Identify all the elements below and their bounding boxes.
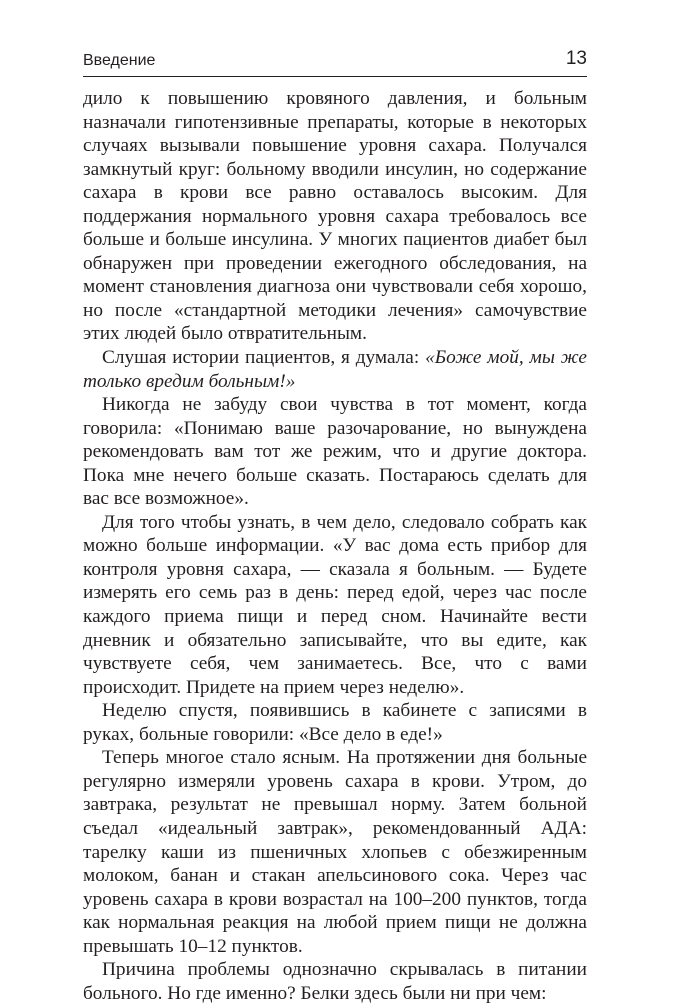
body-text [83, 87, 587, 1005]
paragraph-1: дило к повышению кровяного давления, и больным назначали гипотензивные препараты, которые в некоторых случаях вызывали повышение уровня сахара. Получался замкнутый круг: больному вводили инсулин, но содержание сахара в крови все равно оставалось высоким. Для поддержания нормального уровня сахара требовалось все больше и больше инсулина. У многих пациентов диабет был обнаружен при проведении ежегодного обследования, на момент становления диагноза они чувствовали себя хорошо, но после «стандартной методики лечения» самочувствие этих людей было отвратительным. [83, 88, 587, 345]
paragraph-3: Никогда не забуду свои чувства в тот момент, когда говорила: «Понимаю ваше разочарование, но вынуждена рекомендовать вам тот же режим, что и другие доктора. Пока мне нечего больше сказать. Постараюсь сделать для вас все возможное». [83, 394, 587, 510]
paragraph-7: Причина проблемы однозначно скрывалась в питании больного. Но где именно? Белки здесь были ни при чем: [83, 959, 587, 1004]
paragraph-4: Для того чтобы узнать, в чем дело, следовало собрать как можно больше информации. «У вас дома есть прибор для контроля уровня сахара, — сказала я больным. — Будете измерять его семь раз в день: перед едой, через час после каждого приема пищи и перед сном. Начинайте вести дневник и обязательно записывайте, что вы едите, как чувствуете себя, чем занимаетесь. Все, что с вами происходит. Придете на прием через неделю». [83, 511, 587, 698]
paragraph-2 [83, 346, 587, 393]
paragraph-5: Неделю спустя, появившись в кабинете с записями в руках, больные говорили: «Все дело в еде!» [83, 700, 587, 745]
book-page [83, 44, 587, 1004]
section-title: Введение [83, 52, 156, 69]
running-header [83, 44, 587, 74]
page-number: 13 [565, 48, 587, 69]
paragraph-2-lead: Слушая истории пациентов, я думала: [102, 347, 426, 369]
paragraph-6: Теперь многое стало ясным. На протяжении дня больные регулярно измеряли уровень сахара в крови. Утром, до завтрака, результат не превышал норму. Затем больной съедал «идеальный завтрак», рекомендованный АДА: тарелку каши из пшеничных хлопьев с обезжиренным молоком, банан и стакан апельсинового сока. Через час уровень сахара в крови возрастал на 100–200 пунктов, тогда как нормальная реакция на любой прием пищи не должна превышать 10–12 пунктов. [83, 747, 587, 957]
header-rule [83, 76, 587, 77]
paragraph-2-quote: «Боже мой, мы же только вредим больным!» [83, 347, 587, 392]
